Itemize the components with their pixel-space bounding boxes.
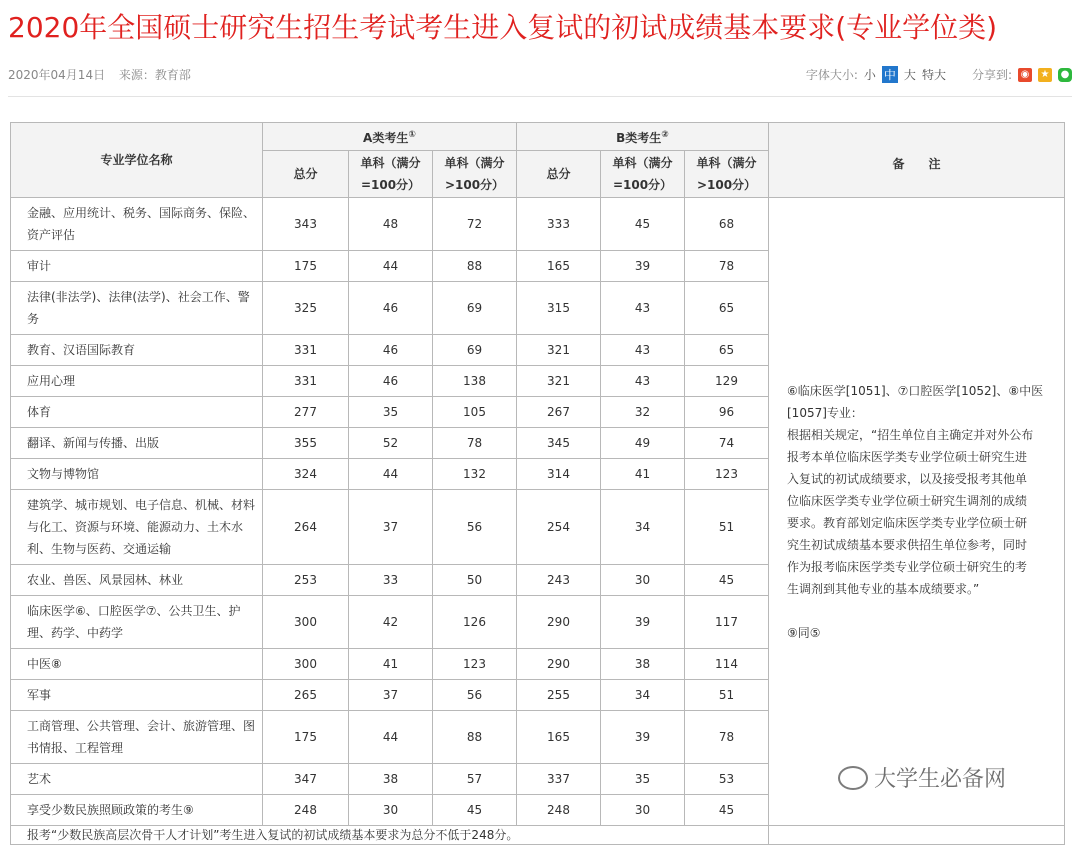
table-row [11,198,1065,251]
cell-major-name: 体育 [11,397,263,428]
remark-line: 要求。教育部划定临床医学类专业学位硕士研 [787,515,1028,530]
cell-major-name: 审计 [11,251,263,282]
cell-a-single-gt100: 69 [433,335,517,366]
header-group-a: A类考生① [263,123,517,151]
cell-b-total: 255 [517,680,601,711]
cell-b-single-100: 32 [601,397,685,428]
cell-a-single-100: 44 [349,459,433,490]
cell-b-single-gt100: 51 [685,490,769,565]
cell-a-total: 253 [263,565,349,596]
cell-b-total: 321 [517,335,601,366]
header-a-single-100: 单科（满分 =100分） [349,151,433,198]
font-size-xlarge[interactable]: 特大 [921,68,946,82]
cell-major-name: 文物与博物馆 [11,459,263,490]
remark-line: 位临床医学类专业学位硕士研究生调剂的成绩 [787,493,1028,508]
cell-major-name: 工商管理、公共管理、会计、旅游管理、图书情报、工程管理 [11,711,263,764]
cell-b-single-gt100: 117 [685,596,769,649]
cell-a-single-100: 52 [349,428,433,459]
publish-date: 2020年04月14日 [8,68,106,82]
article-source: 来源：教育部 [118,68,191,82]
cell-a-single-100: 33 [349,565,433,596]
footnote-remark-empty [769,826,1065,845]
cell-a-total: 248 [263,795,349,826]
header-group-b: B类考生② [517,123,769,151]
score-table [10,122,1065,845]
weibo-icon[interactable]: ◉ [1018,68,1032,82]
header-remark: 备 注 [769,123,1065,198]
divider [8,96,1072,97]
cell-major-name: 艺术 [11,764,263,795]
remark-line: ⑥临床医学[1051]、⑦口腔医学[1052]、⑧中医 [787,383,1044,398]
cell-a-single-gt100: 105 [433,397,517,428]
cell-b-single-100: 38 [601,649,685,680]
cell-a-total: 175 [263,711,349,764]
remark-line: 生调剂到其他专业的基本成绩要求。” [787,581,980,596]
remark-line: 根据相关规定，“招生单位自主确定并对外公布 [787,427,1034,442]
cell-a-single-100: 44 [349,711,433,764]
cell-a-total: 264 [263,490,349,565]
cell-b-total: 337 [517,764,601,795]
cell-major-name: 农业、兽医、风景园林、林业 [11,565,263,596]
cell-major-name: 法律(非法学)、法律(法学)、社会工作、警务 [11,282,263,335]
cell-a-total: 355 [263,428,349,459]
cell-major-name: 临床医学⑥、口腔医学⑦、公共卫生、护理、药学、中药学 [11,596,263,649]
font-size-label: 字体大小: [805,68,858,82]
header-b-single-100: 单科（满分 =100分） [601,151,685,198]
cell-a-single-gt100: 56 [433,680,517,711]
cell-a-single-100: 30 [349,795,433,826]
cell-a-single-gt100: 45 [433,795,517,826]
cell-a-single-gt100: 50 [433,565,517,596]
cell-a-single-100: 38 [349,764,433,795]
font-size-small[interactable]: 小 [863,68,876,82]
cell-a-single-100: 46 [349,366,433,397]
cell-a-single-100: 42 [349,596,433,649]
remark-line: 究生初试成绩基本要求供招生单位参考，同时 [787,537,1028,552]
cell-b-single-gt100: 114 [685,649,769,680]
cell-b-total: 333 [517,198,601,251]
footnote-text: 报考“少数民族高层次骨干人才计划”考生进入复试的初试成绩基本要求为总分不低于248分。 [11,826,769,845]
cell-a-total: 331 [263,335,349,366]
cell-a-total: 265 [263,680,349,711]
cell-b-single-100: 39 [601,596,685,649]
header-b-total: 总分 [517,151,601,198]
cell-a-single-100: 46 [349,282,433,335]
cell-a-total: 347 [263,764,349,795]
cell-a-total: 325 [263,282,349,335]
cell-b-total: 165 [517,251,601,282]
cell-b-single-gt100: 68 [685,198,769,251]
cell-b-single-gt100: 96 [685,397,769,428]
cell-b-single-gt100: 53 [685,764,769,795]
cell-a-single-gt100: 88 [433,711,517,764]
remark-line [787,600,1054,622]
cell-b-single-100: 30 [601,565,685,596]
wechat-icon[interactable]: ● [1058,68,1072,82]
cell-a-single-100: 44 [349,251,433,282]
cell-b-total: 254 [517,490,601,565]
cell-b-total: 290 [517,649,601,680]
cell-a-single-100: 35 [349,397,433,428]
cell-b-single-100: 43 [601,366,685,397]
cell-b-single-gt100: 45 [685,565,769,596]
cell-b-single-gt100: 74 [685,428,769,459]
article-meta [8,66,1072,86]
cell-major-name: 中医⑧ [11,649,263,680]
cell-a-total: 175 [263,251,349,282]
cell-major-name: 军事 [11,680,263,711]
cell-a-total: 343 [263,198,349,251]
remark-line: [1057]专业： [787,405,863,420]
cell-b-single-gt100: 78 [685,251,769,282]
cell-a-single-100: 41 [349,649,433,680]
share-label: 分享到: [971,68,1012,82]
cell-a-single-gt100: 132 [433,459,517,490]
cell-a-single-gt100: 69 [433,282,517,335]
footnote-row [11,826,1065,845]
cell-b-single-100: 49 [601,428,685,459]
font-size-large[interactable]: 大 [903,68,916,82]
cell-a-single-100: 37 [349,490,433,565]
cell-b-total: 315 [517,282,601,335]
cell-a-single-gt100: 88 [433,251,517,282]
cell-b-total: 267 [517,397,601,428]
cell-b-single-gt100: 65 [685,282,769,335]
qzone-icon[interactable]: ★ [1038,68,1052,82]
cell-a-single-gt100: 72 [433,198,517,251]
cell-a-single-100: 48 [349,198,433,251]
remark-line: 入复试的初试成绩要求，以及接受报考其他单 [787,471,1028,486]
header-a-total: 总分 [263,151,349,198]
cell-b-single-100: 39 [601,251,685,282]
cell-b-single-gt100: 45 [685,795,769,826]
header-b-single-gt100: 单科（满分 >100分） [685,151,769,198]
cell-b-single-gt100: 65 [685,335,769,366]
meta-right [806,66,1072,83]
cell-a-single-gt100: 78 [433,428,517,459]
cell-major-name: 享受少数民族照顾政策的考生⑨ [11,795,263,826]
cell-a-single-100: 46 [349,335,433,366]
cell-b-total: 321 [517,366,601,397]
cell-b-single-gt100: 78 [685,711,769,764]
cell-b-single-100: 43 [601,335,685,366]
cell-major-name: 金融、应用统计、税务、国际商务、保险、资产评估 [11,198,263,251]
remark-line: 报考本单位临床医学类专业学位硕士研究生进 [787,449,1028,464]
cell-a-total: 277 [263,397,349,428]
cell-a-single-gt100: 123 [433,649,517,680]
cell-a-single-100: 37 [349,680,433,711]
cell-b-single-gt100: 51 [685,680,769,711]
cell-a-single-gt100: 56 [433,490,517,565]
table-body [11,198,1065,845]
cell-major-name: 翻译、新闻与传播、出版 [11,428,263,459]
cell-a-total: 331 [263,366,349,397]
header-a-single-gt100: 单科（满分 >100分） [433,151,517,198]
cell-major-name: 建筑学、城市规划、电子信息、机械、材料与化工、资源与环境、能源动力、土木水利、生物与医药、交通运输 [11,490,263,565]
cell-a-total: 324 [263,459,349,490]
cell-b-total: 314 [517,459,601,490]
header-name: 专业学位名称 [11,123,263,198]
cell-a-total: 300 [263,649,349,680]
cell-b-single-100: 34 [601,680,685,711]
cell-b-single-gt100: 129 [685,366,769,397]
remark-line: 作为报考临床医学类专业学位硕士研究生的考 [787,559,1028,574]
cell-b-single-100: 35 [601,764,685,795]
cell-b-total: 243 [517,565,601,596]
remark-cell [769,198,1065,826]
watermark [838,762,1006,793]
cell-b-single-100: 43 [601,282,685,335]
cell-b-total: 290 [517,596,601,649]
remark-line: ⑨同⑤ [787,625,821,640]
font-size-medium[interactable]: 中 [883,68,896,82]
cell-b-single-100: 45 [601,198,685,251]
cell-b-single-100: 30 [601,795,685,826]
wechat-watermark-icon [838,766,868,790]
watermark-text: 大学生必备网 [874,767,1007,792]
cell-a-total: 300 [263,596,349,649]
cell-b-single-100: 41 [601,459,685,490]
cell-a-single-gt100: 138 [433,366,517,397]
cell-a-single-gt100: 57 [433,764,517,795]
cell-b-total: 248 [517,795,601,826]
table-header-row [11,123,1065,151]
cell-b-single-100: 39 [601,711,685,764]
cell-b-single-gt100: 123 [685,459,769,490]
cell-b-total: 345 [517,428,601,459]
cell-b-single-100: 34 [601,490,685,565]
cell-b-total: 165 [517,711,601,764]
cell-major-name: 教育、汉语国际教育 [11,335,263,366]
cell-a-single-gt100: 126 [433,596,517,649]
cell-major-name: 应用心理 [11,366,263,397]
article-title: 2020年全国硕士研究生招生考试考生进入复试的初试成绩基本要求(专业学位类) [8,11,998,44]
